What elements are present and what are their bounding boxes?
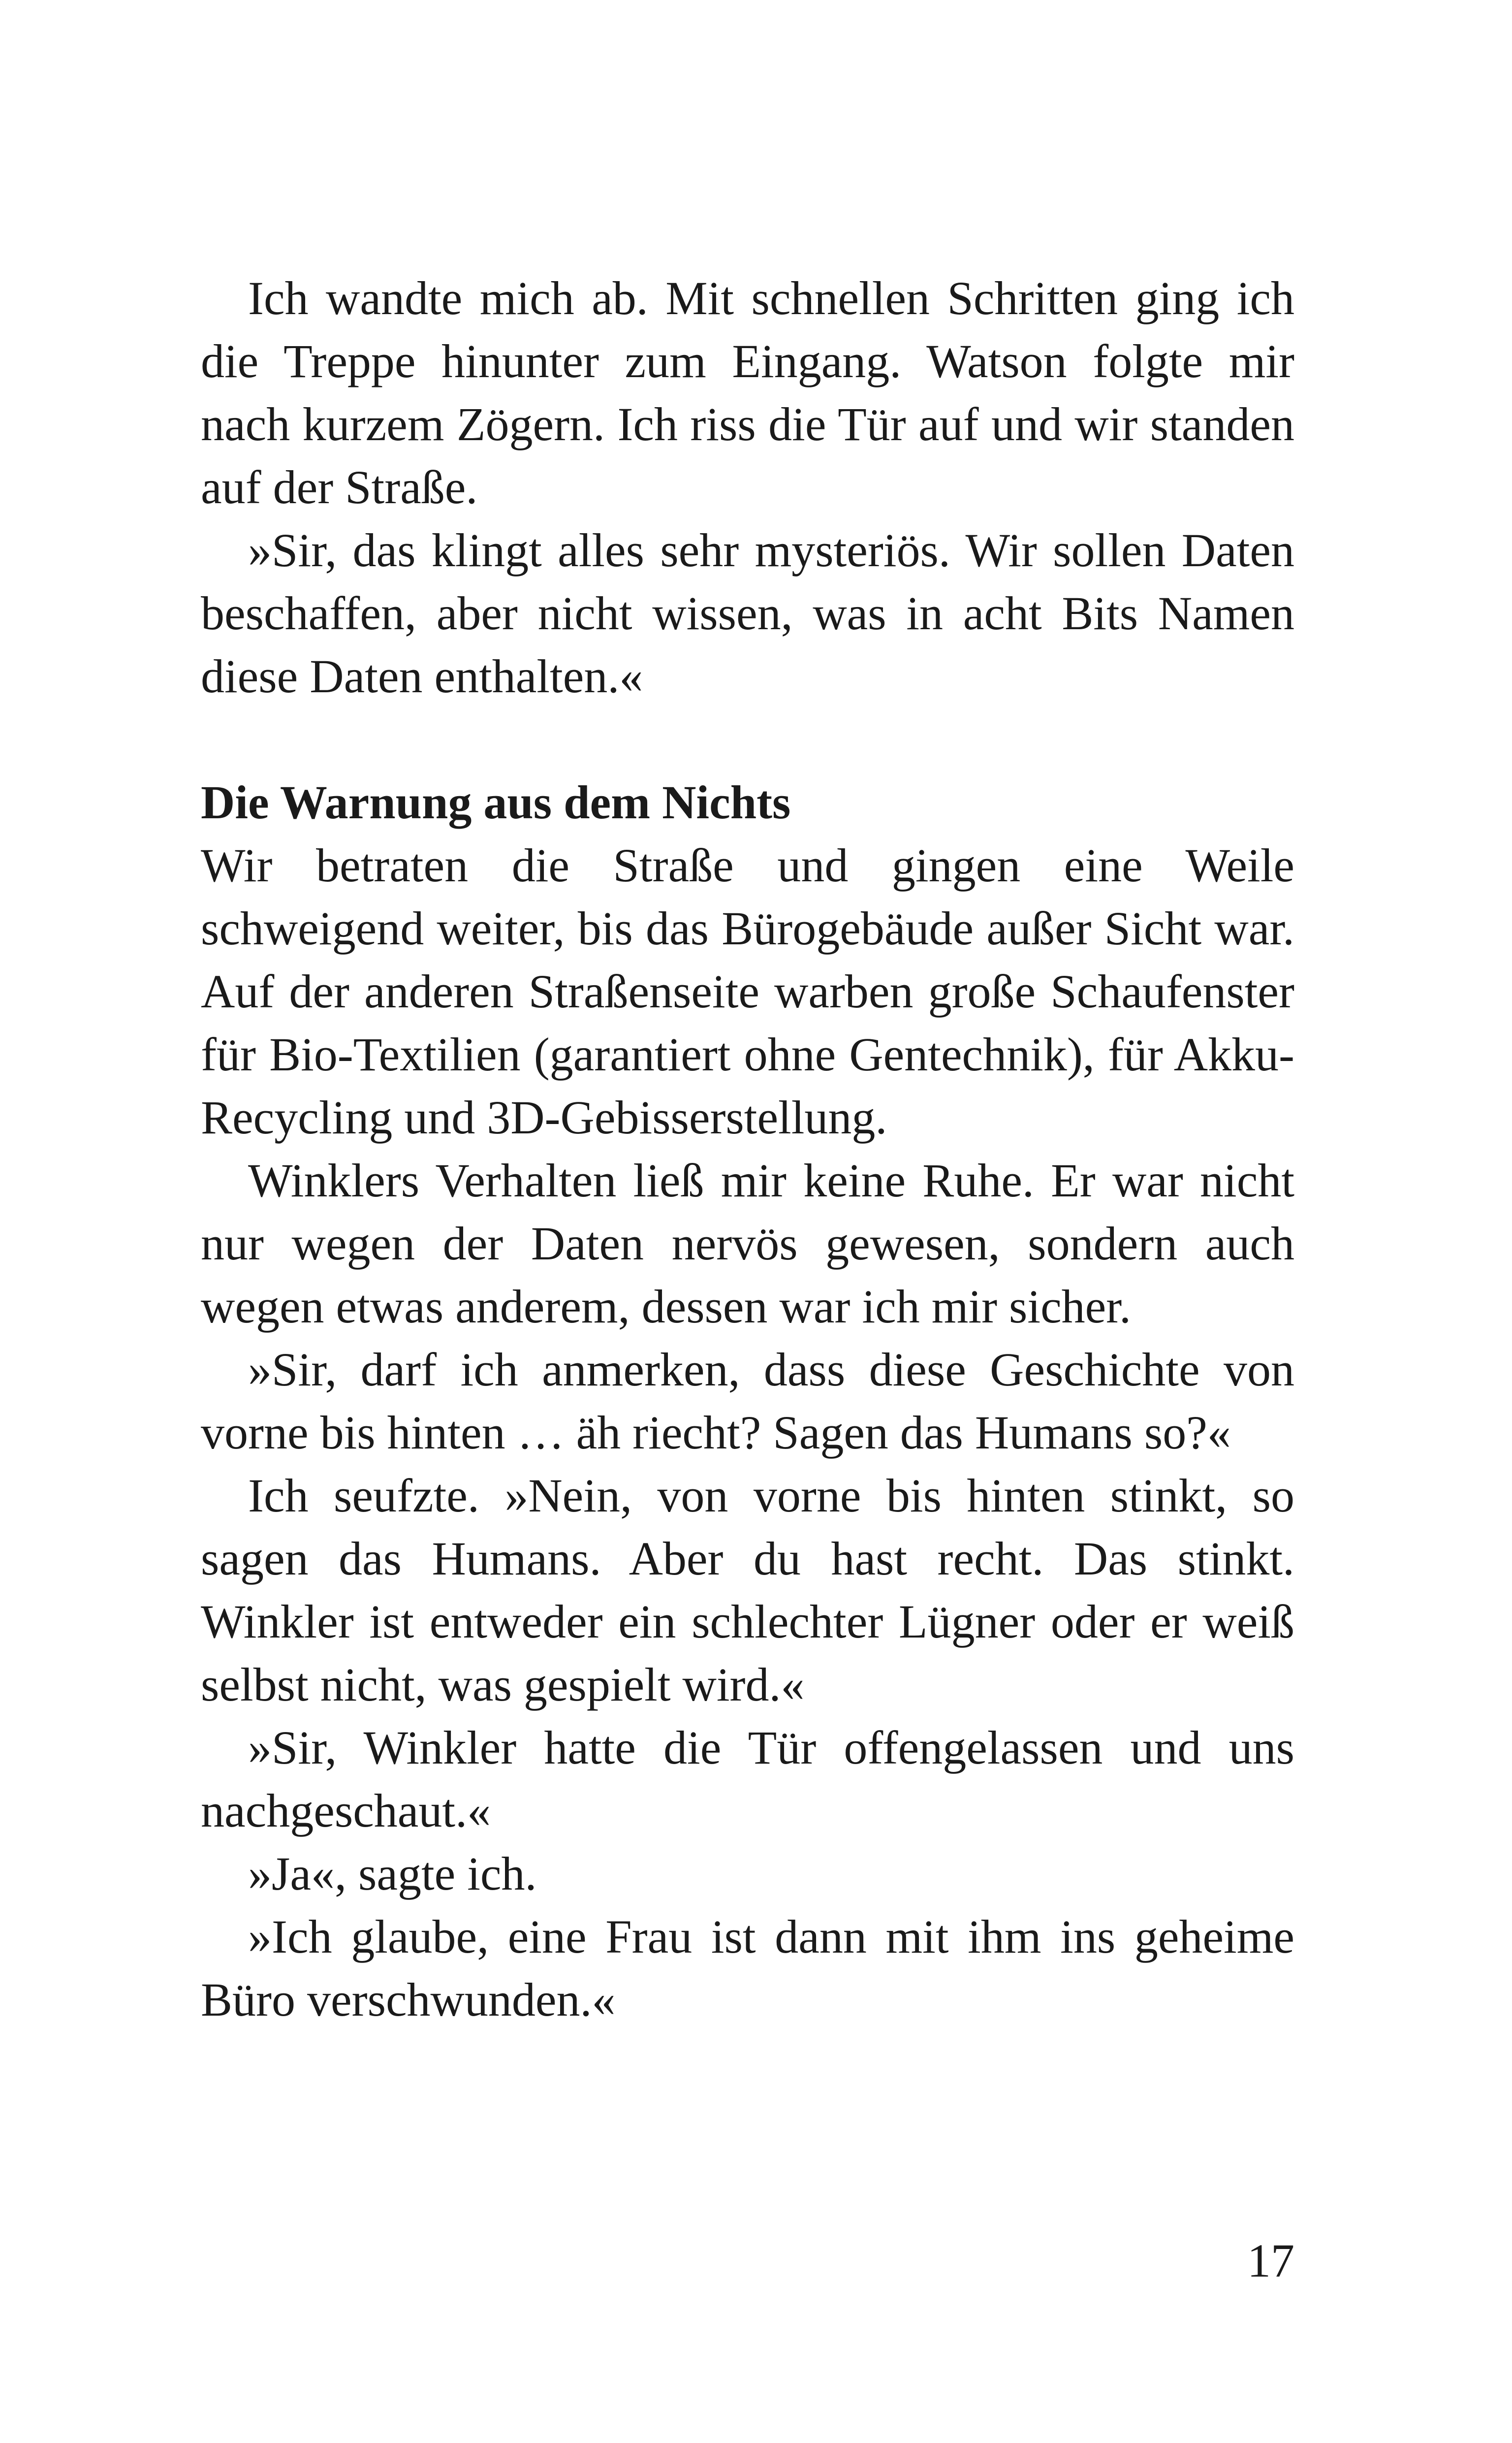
paragraph: Winklers Verhalten ließ mir keine Ruhe. Er war nicht nur wegen der Daten nervös gewesen, sondern auch wegen etwas anderem, dessen war ich mir sicher.	[201, 1154, 1294, 1333]
page-text-block	[201, 267, 1294, 2031]
paragraph: Ich seufzte. »Nein, von vorne bis hinten stinkt, so sagen das Humans. Aber du hast recht. Das stinkt. Winkler ist entweder ein schlechter Lügner oder er weiß selbst nicht, was gespielt wird.«	[201, 1469, 1294, 1711]
section-heading: Die Warnung aus dem Nichts	[201, 776, 791, 829]
paragraph: »Sir, Winkler hatte die Tür offengelassen und uns nachgeschaut.«	[201, 1721, 1294, 1837]
page-number: 17	[1247, 2234, 1294, 2287]
paragraph: »Sir, darf ich anmerken, dass diese Geschichte von vorne bis hinten … äh riecht? Sagen das Humans so?«	[201, 1343, 1294, 1459]
paragraph: Wir betraten die Straße und gingen eine Weile schweigend weiter, bis das Bürogebäude außer Sicht war. Auf der anderen Straßenseite warben große Schaufenster für Bio-Textilien (garantiert ohne Gentechnik), für Akku-Recycling und 3D-Gebisserstellung.	[201, 839, 1294, 1144]
paragraph: Ich wandte mich ab. Mit schnellen Schritten ging ich die Treppe hinunter zum Eingang. Watson folgte mir nach kurzem Zögern. Ich riss die Tür auf und wir standen auf der Straße.	[201, 272, 1294, 514]
paragraph: »Sir, das klingt alles sehr mysteriös. Wir sollen Daten beschaffen, aber nicht wissen, was in acht Bits Namen diese Daten enthalten.«	[201, 524, 1294, 703]
paragraph: »Ich glaube, eine Frau ist dann mit ihm ins geheime Büro verschwunden.«	[201, 1910, 1294, 2026]
paragraph: »Ja«, sagte ich.	[248, 1847, 537, 1900]
